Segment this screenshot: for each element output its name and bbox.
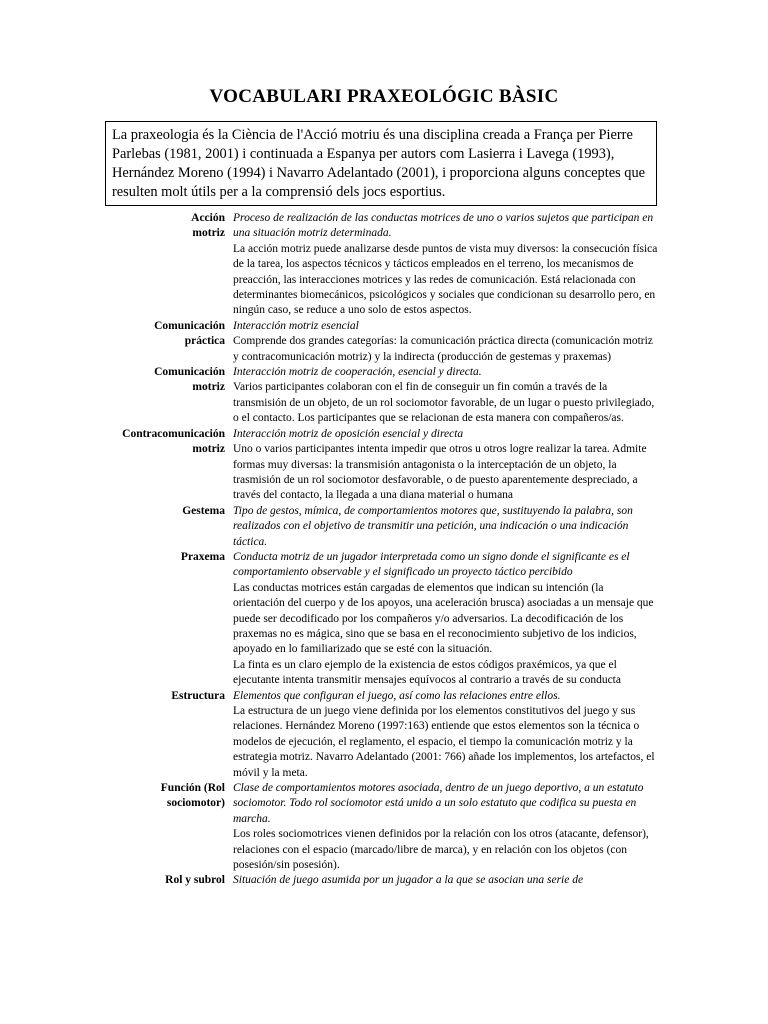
glossary-body bbox=[233, 365, 658, 427]
glossary-entry bbox=[0, 319, 768, 365]
intro-box: La praxeologia és la Ciència de l'Acció motriu és una disciplina creada a França per Pierre Parlebas (1981, 2001) i continuada a Espanya per autors com Lasierra i Lavega (1993), Hernández Moreno (1994) i Navarro Adelantado (2001), i proporciona alguns conceptes que resulten molt útils per a la comprensió dels jocs esportius. bbox=[105, 121, 657, 206]
glossary-explanation: Las conductas motrices están cargadas de elementos que indican su intención (la orientación del cuerpo y de los apoyos, una aceleración brusca) asociadas a un mensaje que puede ser decodificado por los compañeros y/o adversarios. La decodificación de los praxemas no es mágica, sino que se basa en el reconocimiento subjetivo de los indicios, apoyado en lo familiarizado que se esté con la situación. bbox=[233, 581, 654, 656]
glossary-entry bbox=[0, 873, 768, 888]
glossary-definition: Proceso de realización de las conductas motrices de uno o varios sujetos que participan en una situación motriz determinada. bbox=[233, 212, 654, 240]
glossary-entry bbox=[0, 550, 768, 689]
term-line: Rol y subrol bbox=[165, 874, 225, 887]
glossary-definition: Situación de juego asumida por un jugador a la que se asocian una serie de bbox=[233, 874, 584, 887]
term-line: Gestema bbox=[182, 504, 225, 517]
glossary-term bbox=[0, 211, 233, 242]
glossary-body bbox=[233, 504, 658, 550]
term-line: motriz bbox=[192, 381, 225, 394]
term-line: motriz bbox=[192, 227, 225, 240]
term-line: Praxema bbox=[180, 550, 225, 563]
term-line: Estructura bbox=[171, 689, 225, 702]
glossary-explanation: La finta es un claro ejemplo de la existencia de estos códigos praxémicos, ya que el ejecutante intenta transmitir mensajes equívocos al contrario a través de su conducta bbox=[233, 658, 621, 687]
glossary-body bbox=[233, 873, 658, 888]
term-line: práctica bbox=[184, 335, 225, 348]
glossary-body bbox=[233, 689, 658, 781]
glossary-explanation: Comprende dos grandes categorías: la comunicación práctica directa (comunicación motriz y contracomunicación motriz) y la indirecta (producción de gestemas y praxemas) bbox=[233, 335, 653, 363]
glossary-entry bbox=[0, 689, 768, 781]
glossary-entry bbox=[0, 504, 768, 550]
glossary-body bbox=[233, 319, 658, 365]
page-title: VOCABULARI PRAXEOLÓGIC BÀSIC bbox=[209, 86, 559, 107]
glossary-explanation: Los roles sociomotrices vienen definidos por la relación con los otros (atacante, defensor), relaciones con el espacio (marcado/libre de marca), y en relación con los objetos (con posesión/sin posesión). bbox=[233, 828, 649, 872]
glossary-entry bbox=[0, 781, 768, 873]
glossary-term bbox=[0, 365, 233, 396]
glossary-term bbox=[0, 504, 233, 519]
glossary-entry bbox=[0, 211, 768, 319]
term-line: Acción bbox=[191, 212, 225, 224]
glossary-body bbox=[233, 781, 658, 873]
glossary-term bbox=[0, 781, 233, 812]
glossary-explanation: Uno o varios participantes intenta impedir que otros u otros logre realizar la tarea. Admite formas muy diversas: la transmisión antagonista o la interceptación de un objeto, la trasmisión de un rol sociomotor desfavorable, o de puesto aparentemente despreciado, a través del contacto, la llegada a una diana material o humana bbox=[233, 443, 647, 502]
glossary-term bbox=[0, 550, 233, 565]
term-line: sociomotor) bbox=[166, 797, 225, 810]
glossary-term bbox=[0, 427, 233, 458]
glossary-entry bbox=[0, 365, 768, 427]
glossary-definition: Elementos que configuran el juego, así como las relaciones entre ellos. bbox=[233, 689, 561, 702]
glossary-body bbox=[233, 550, 658, 689]
glossary-definition: Interacción motriz de cooperación, esencial y directa. bbox=[233, 366, 482, 379]
glossary-list bbox=[0, 211, 768, 889]
glossary-definition: Conducta motriz de un jugador interpretada como un signo donde el significante es el comportamiento observable y el significado un proyecto táctico percibido bbox=[233, 550, 630, 579]
glossary-term bbox=[0, 873, 233, 888]
glossary-term bbox=[0, 689, 233, 704]
term-line: motriz bbox=[192, 443, 225, 456]
glossary-entry bbox=[0, 427, 768, 504]
glossary-body bbox=[233, 427, 658, 504]
term-line: Comunicación bbox=[154, 366, 225, 379]
glossary-definition: Interacción motriz esencial bbox=[233, 319, 359, 332]
term-line: Contracomunicación bbox=[122, 427, 225, 440]
term-line: Función (Rol bbox=[160, 782, 225, 795]
glossary-definition: Tipo de gestos, mímica, de comportamientos motores que, sustituyendo la palabra, son realizados con el objetivo de transmitir una petición, una indicación o una indicación táctica. bbox=[233, 504, 633, 548]
glossary-term bbox=[0, 319, 233, 350]
term-line: Comunicación bbox=[154, 319, 225, 332]
glossary-definition: Clase de comportamientos motores asociada, dentro de un juego deportivo, a un estatuto sociomotor. Todo rol sociomotor está unido a un solo estatuto que codifica su puesta en marcha. bbox=[233, 782, 644, 825]
glossary-explanation: Varios participantes colaboran con el fin de conseguir un fin común a través de la transmisión de un objeto, de un rol sociomotor favorable, de un lugar o puesto privilegiado, o el contacto. Los participantes que se relacionan de esta manera con compañeros/as. bbox=[233, 381, 655, 425]
glossary-body bbox=[233, 211, 658, 319]
glossary-explanation: La estructura de un juego viene definida por los elementos constitutivos del juego y sus relaciones. Hernández Moreno (1997:163) entiende que estos elementos son la técnica o modelos de ejecución, el reglamento, el espacio, el tiempo la comunicación motriz y la estrategia motriz. Navarro Adelantado (2001: 766) añade los implementos, los artefactos, el móvil y la meta. bbox=[233, 705, 655, 779]
glossary-explanation: La acción motriz puede analizarse desde puntos de vista muy diversos: la consecución física de la tarea, los aspectos técnicos y tácticos empleados en el terreno, los mecanismos de preacción, las interacciones motrices y las redes de comunicación. Está relacionada con determinantes biomecánicos, psicológicos y sociales que condicionan su desarrollo pero, en ningún caso, se reduce a uno solo de estos aspectos. bbox=[233, 242, 658, 317]
glossary-definition: Interacción motriz de oposición esencial y directa bbox=[233, 427, 464, 440]
